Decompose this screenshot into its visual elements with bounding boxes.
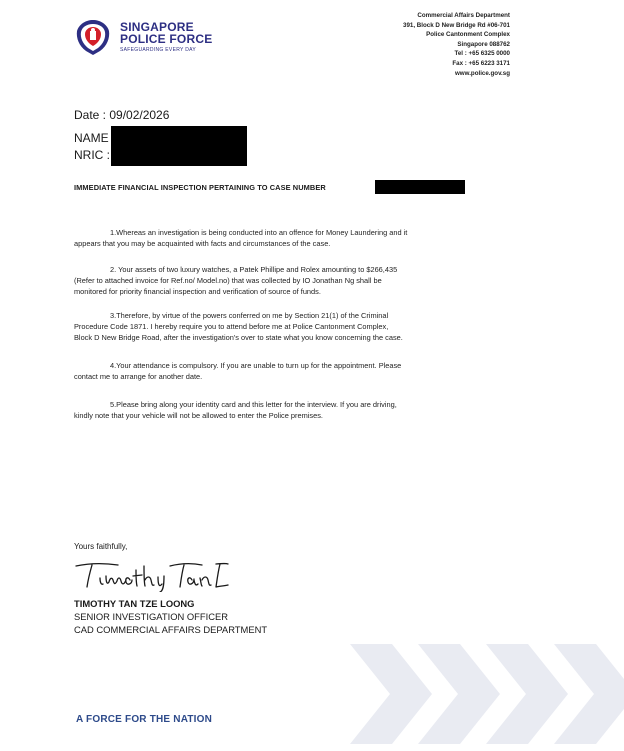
address-block bbox=[403, 11, 510, 78]
spf-logo bbox=[74, 18, 212, 56]
paragraph-2 bbox=[74, 264, 524, 298]
paragraph-4 bbox=[74, 360, 524, 382]
signatory-title: SENIOR INVESTIGATION OFFICER bbox=[74, 611, 229, 622]
paragraph-line: 5.Please bring along your identity card and this letter for the interview. If you are driving, bbox=[110, 400, 397, 409]
signatory-department: CAD COMMERCIAL AFFAIRS DEPARTMENT bbox=[74, 624, 268, 635]
decorative-chevron-pattern bbox=[340, 636, 624, 751]
paragraph-line: Block D New Bridge Road, after the investigation's over to state what you know concerning the case. bbox=[74, 333, 403, 343]
redaction-bar-case-number bbox=[375, 180, 465, 194]
paragraph-line: 3.Therefore, by virtue of the powers conferred on me by Section 21(1) of the Criminal bbox=[110, 311, 389, 320]
paragraph-line: appears that you may be acquainted with facts and circumstances of the case. bbox=[74, 239, 331, 249]
handwritten-signature bbox=[70, 558, 230, 592]
paragraph-1 bbox=[74, 227, 524, 249]
signatory-name: TIMOTHY TAN TZE LOONG bbox=[74, 598, 195, 609]
address-fax: Fax : +65 6223 3171 bbox=[452, 59, 510, 67]
address-line: Commercial Affairs Department bbox=[417, 12, 510, 19]
address-telephone: Tel : +65 6325 0000 bbox=[454, 50, 510, 58]
redaction-bar-name-nric bbox=[111, 126, 247, 166]
closing-salutation: Yours faithfully, bbox=[74, 542, 128, 551]
subject-line: IMMEDIATE FINANCIAL INSPECTION PERTAINING TO CASE NUMBER bbox=[74, 183, 326, 192]
letter-date: Date : 09/02/2026 bbox=[74, 108, 170, 122]
paragraph-line: 1.Whereas an investigation is being conducted into an offence for Money Laundering and it bbox=[110, 228, 408, 237]
paragraph-line: (Refer to attached invoice for Ref.no/ Model.no) that was collected by IO Jonathan Ng shall be bbox=[74, 276, 382, 286]
paragraph-line: 2. Your assets of two luxury watches, a Patek Phillipe and Rolex amounting to $266,435 bbox=[110, 265, 398, 274]
footer-slogan: A FORCE FOR THE NATION bbox=[76, 714, 213, 725]
address-line: Singapore 088762 bbox=[457, 40, 510, 48]
paragraph-3 bbox=[74, 310, 524, 344]
paragraph-line: Procedure Code 1871. I hereby require you to attend before me at Police Cantonment Complex, bbox=[74, 322, 389, 332]
org-name-line2: POLICE FORCE bbox=[120, 32, 213, 47]
paragraph-line: 4.Your attendance is compulsory. If you are unable to turn up for the appointment. Please bbox=[110, 361, 402, 370]
paragraph-line: monitored for priority financial inspection and verification of source of funds. bbox=[74, 287, 321, 297]
org-tagline: SAFEGUARDING EVERY DAY bbox=[120, 46, 197, 53]
police-crest-icon bbox=[74, 18, 112, 56]
paragraph-5 bbox=[74, 399, 524, 421]
address-website: www.police.gov.sg bbox=[454, 69, 510, 77]
address-line: Police Cantonment Complex bbox=[426, 31, 510, 39]
paragraph-line: contact me to arrange for another date. bbox=[74, 372, 203, 382]
paragraph-line: kindly note that your vehicle will not be allowed to enter the Police premises. bbox=[74, 411, 323, 421]
name-label: NAME bbox=[74, 131, 109, 145]
org-name-line1: SINGAPORE bbox=[120, 19, 194, 34]
nric-label: NRIC : bbox=[74, 148, 110, 162]
address-line: 391, Block D New Bridge Rd #06-701 bbox=[403, 21, 510, 29]
